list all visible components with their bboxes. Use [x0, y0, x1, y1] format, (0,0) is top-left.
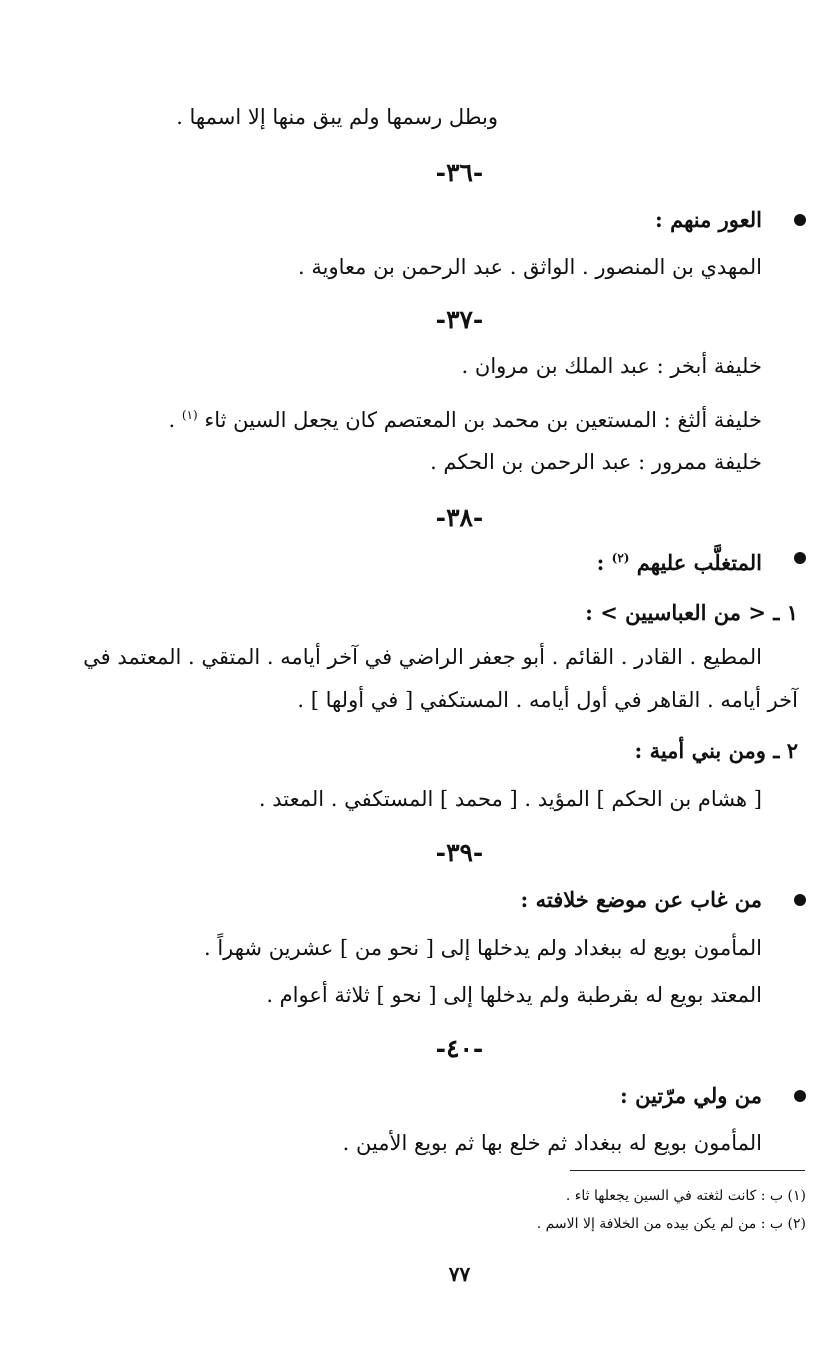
subheading: ٢ ـ ومن بني أمية :: [634, 738, 798, 763]
text-line: المأمون بويع له ببغداد ولم يدخلها إلى [ نحو من ] عشرين شهراً .: [203, 936, 762, 960]
text-line: خليفة ألثغ : المستعين بن محمد بن المعتصم كان يجعل السين ثاء $^{(١)}$ .: [168, 408, 762, 432]
footnote-ref-1: (١): [181, 408, 198, 422]
page-number: ٧٧: [448, 1262, 471, 1286]
section-number-36: -٣٦-: [435, 158, 484, 187]
text-line: المطيع . القادر . القائم . أبو جعفر الراضي في آخر أيامه . المتقي . المعتمد في: [83, 645, 762, 669]
text-line: خليفة ممرور : عبد الرحمن بن الحكم .: [430, 450, 762, 474]
section-heading: العور منهم :: [655, 207, 762, 232]
text-line: وبطل رسمها ولم يبق منها إلا اسمها .: [176, 105, 498, 129]
section-number-37: -٣٧-: [435, 305, 484, 334]
footnote-1: (١) ب : كانت لثغته في السين يجعلها ثاء .: [565, 1188, 806, 1204]
subheading: ١ ـ < من العباسيين > :: [585, 600, 798, 625]
section-number-39: -٣٩-: [435, 838, 484, 867]
section-number-40: -٤٠-: [435, 1034, 484, 1063]
bullet-icon: [794, 894, 806, 906]
footnote-ref-2: (٢): [611, 551, 630, 565]
bullet-icon: [794, 1090, 806, 1102]
text-line: المأمون بويع له ببغداد ثم خلع بها ثم بويع الأمين .: [342, 1131, 762, 1155]
text-line: [ هشام بن الحكم ] المؤيد . [ محمد ] المستكفي . المعتد .: [258, 787, 762, 811]
section-heading: من غاب عن موضع خلافته :: [520, 887, 762, 912]
text-line: آخر أيامه . القاهر في أول أيامه . المستكفي [ في أولها ] .: [297, 688, 798, 712]
text-line: المعتد بويع له بقرطبة ولم يدخلها إلى [ نحو ] ثلاثة أعوام .: [266, 983, 762, 1007]
section-heading: من ولي مرّتين :: [620, 1083, 762, 1108]
bullet-icon: [794, 214, 806, 226]
footnote-2: (٢) ب : من لم يكن بيده من الخلافة إلا الاسم .: [536, 1216, 806, 1232]
text-line: خليفة أبخر : عبد الملك بن مروان .: [461, 354, 762, 378]
bullet-icon: [794, 552, 806, 564]
section-number-38: -٣٨-: [435, 503, 484, 532]
footnote-divider: [570, 1170, 805, 1171]
section-heading: المتغلَّب عليهم $^{(٢)}$ :: [596, 550, 762, 575]
text-line: المهدي بن المنصور . الواثق . عبد الرحمن بن معاوية .: [298, 255, 762, 279]
